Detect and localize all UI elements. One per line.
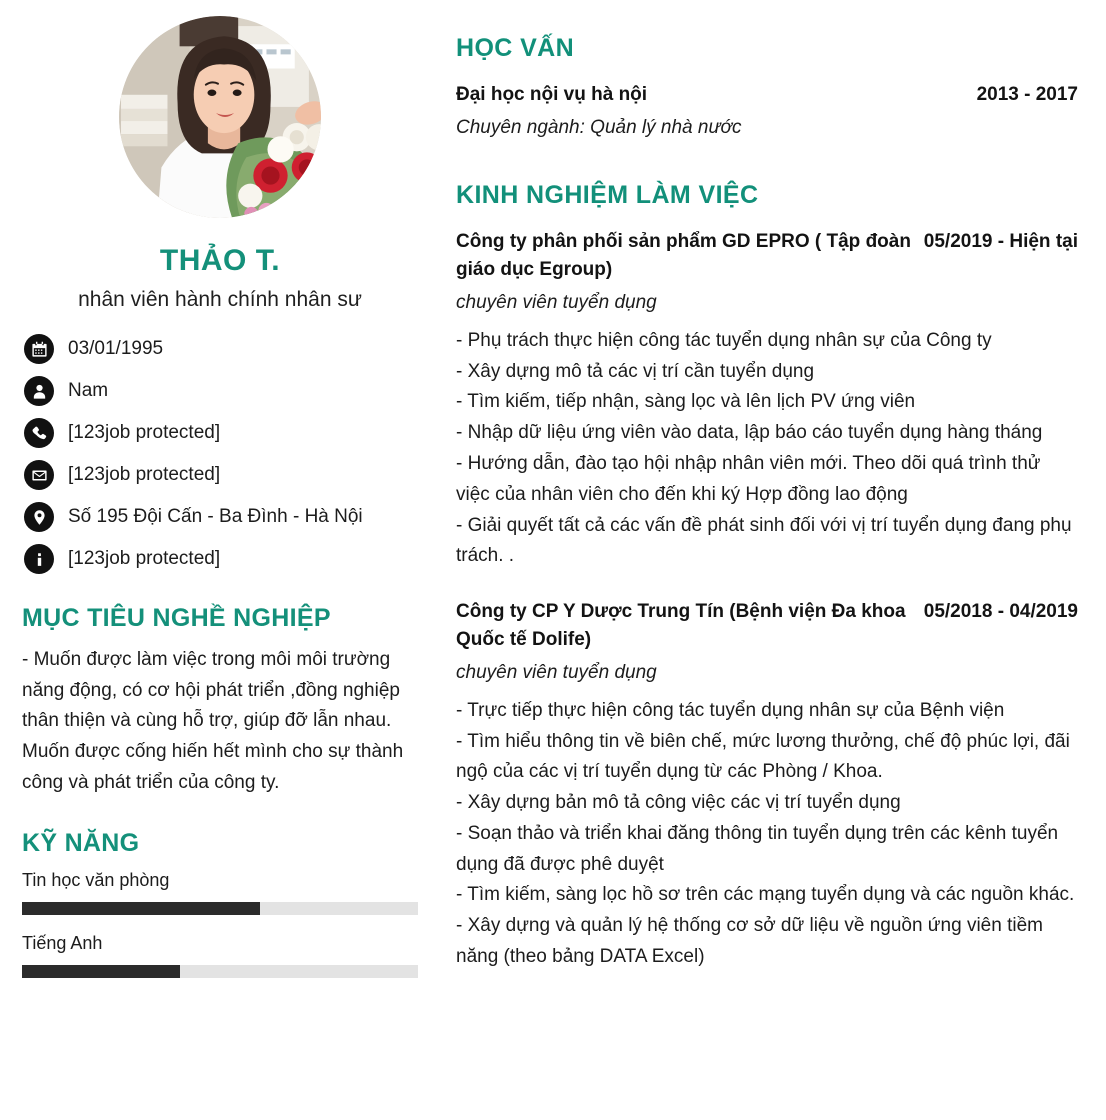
contact-item-address [24, 502, 418, 532]
experience-company: Công ty CP Y Dược Trung Tín (Bệnh viện Đa khoa Quốc tế Dolife) [456, 601, 906, 651]
profile-photo-graphic [119, 16, 321, 218]
contact-item-info [24, 544, 418, 574]
bullet-item: - Hướng dẫn, đào tạo hội nhập nhân viên mới. Theo dõi quá trình thử việc của nhân viên cho đến khi ký Hợp đồng lao động [456, 452, 1041, 505]
bullet-item: - Xây dựng mô tả các vị trí cần tuyển dụng [456, 360, 815, 382]
skill-bar-fill [22, 965, 180, 978]
bullet-item: - Nhập dữ liệu ứng viên vào data, lập báo cáo tuyển dụng hàng tháng [456, 422, 1043, 444]
skill-label: Tiếng Anh [22, 932, 103, 953]
contact-value: [123job protected] [68, 464, 221, 486]
contact-list [22, 334, 418, 574]
bullet-item: - Phụ trách thực hiện công tác tuyển dụng nhân sự của Công ty [456, 329, 992, 351]
sidebar [0, 0, 440, 1120]
skill-bar-track [22, 902, 418, 915]
map-pin-icon [24, 502, 54, 532]
contact-value: Số 195 Đội Cấn - Ba Đình - Hà Nội [68, 506, 363, 528]
bullet-item: - Xây dựng bản mô tả công việc các vị trí tuyển dụng [456, 792, 901, 814]
bullet-item: - Tìm kiếm, tiếp nhận, sàng lọc và lên lịch PV ứng viên [456, 391, 916, 413]
section-heading-objective: MỤC TIÊU NGHỀ NGHIỆP [22, 604, 331, 633]
experience-date: 05/2018 - 04/2019 [923, 601, 1078, 623]
contact-item-email [24, 460, 418, 490]
experience-entry [456, 228, 1078, 572]
contact-item-phone [24, 418, 418, 448]
contact-value: 03/01/1995 [68, 338, 164, 360]
skill-bar-track [22, 965, 418, 978]
education-entry-header [456, 81, 1078, 109]
objective-text: - Muốn được làm việc trong môi môi trường năng động, có cơ hội phát triển ,đồng nghiệp thân thiện và cùng hỗ trợ, giúp đỡ lẫn nhau. Muốn được cống hiến hết mình cho sự thành công và phát triển của công ty. [22, 648, 404, 793]
section-heading-education: HỌC VẤN [456, 34, 575, 62]
bullet-item: - Xây dựng và quản lý hệ thống cơ sở dữ liệu về nguồn ứng viên tiềm năng (theo bảng DATA Excel) [456, 915, 1043, 967]
calendar-icon [24, 334, 54, 364]
experience-role: chuyên viên tuyển dụng [456, 292, 657, 314]
education-date: 2013 - 2017 [976, 83, 1078, 105]
main-content [440, 0, 1106, 1120]
skill-label: Tin học văn phòng [22, 869, 170, 890]
contact-value: [123job protected] [68, 548, 221, 570]
experience-entry-header [456, 228, 1078, 284]
skill-item [22, 933, 418, 978]
experience-entry-header [456, 598, 1078, 654]
experience-entry [456, 598, 1078, 973]
bullet-item: - Giải quyết tất cả các vấn đề phát sinh đối với vị trí tuyển dụng đang phụ trách. . [456, 514, 1072, 567]
education-entry [456, 81, 1078, 142]
skill-bar-fill [22, 902, 260, 915]
section-heading-skills: KỸ NĂNG [22, 828, 140, 857]
profile-photo [119, 16, 321, 218]
person-icon [24, 376, 54, 406]
contact-value: Nam [68, 380, 109, 402]
skill-item [22, 870, 418, 915]
bullet-item: - Tìm kiếm, sàng lọc hồ sơ trên các mạng tuyển dụng và các nguồn khác. [456, 884, 1075, 906]
experience-date: 05/2019 - Hiện tại [923, 231, 1078, 253]
skills-list [22, 870, 418, 978]
experience-company: Công ty phân phối sản phẩm GD EPRO ( Tập đoàn giáo dục Egroup) [456, 231, 911, 281]
education-major: Chuyên ngành: Quản lý nhà nước [456, 116, 742, 138]
envelope-icon [24, 460, 54, 490]
phone-icon [24, 418, 54, 448]
bullet-item: - Trực tiếp thực hiện công tác tuyển dụng nhân sự của Bệnh viện [456, 699, 1005, 721]
experience-bullets [456, 326, 1078, 572]
contact-item-gender [24, 376, 418, 406]
section-heading-experience: KINH NGHIỆM LÀM VIỆC [456, 181, 759, 210]
bullet-item: - Tìm hiểu thông tin về biên chế, mức lương thưởng, chế độ phúc lợi, đãi ngộ của các vị trí tuyển dụng từ các Phòng / Khoa. [456, 730, 1070, 783]
profile-job-title: nhân viên hành chính nhân sư [78, 288, 362, 311]
page-title: THẢO T. [159, 244, 281, 277]
info-icon [24, 544, 54, 574]
contact-value: [123job protected] [68, 422, 221, 444]
experience-role: chuyên viên tuyển dụng [456, 662, 657, 684]
contact-item-birthdate [24, 334, 418, 364]
education-school: Đại học nội vụ hà nội [456, 83, 648, 105]
experience-bullets [456, 696, 1078, 973]
avatar [22, 16, 418, 218]
bullet-item: - Soạn thảo và triển khai đăng thông tin tuyển dụng trên các kênh tuyển dụng đã được phê duyệt [456, 822, 1059, 875]
